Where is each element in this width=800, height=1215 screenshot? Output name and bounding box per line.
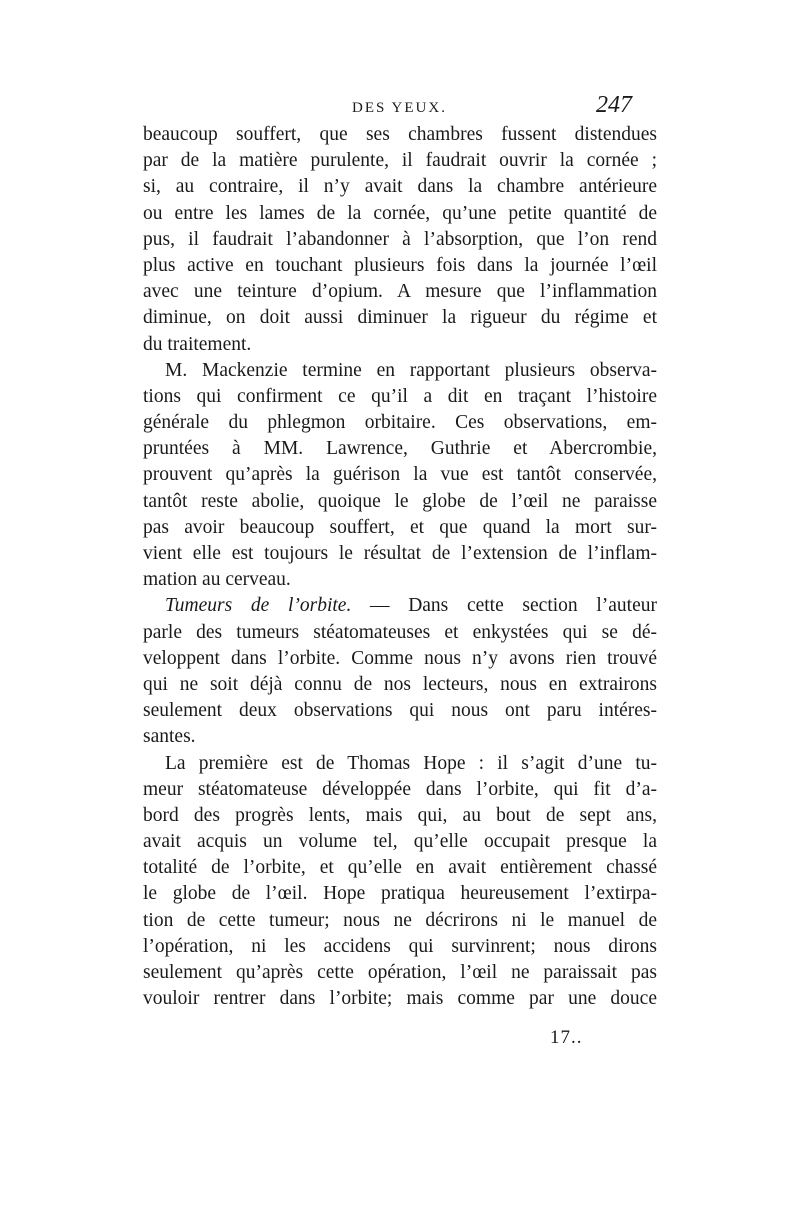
text-line: si, au contraire, il n’y avait dans la chambre antérieure	[143, 176, 657, 198]
text-line: totalité de l’orbite, et qu’elle en avait entièrement chassé	[143, 857, 657, 879]
running-title: DES YEUX.	[352, 100, 447, 116]
text-line: tion de cette tumeur; nous ne décrirons ni le manuel de	[143, 909, 657, 931]
text-line: bord des progrès lents, mais qui, au bout de sept ans,	[143, 804, 657, 826]
text-line: parle des tumeurs stéatomateuses et enkystées qui se dé-	[143, 621, 657, 643]
paragraph-3	[143, 593, 657, 750]
text-line: meur stéatomateuse développée dans l’orbite, qui fit d’a-	[143, 778, 657, 800]
page-number: 247	[596, 92, 632, 118]
text-line: veloppent dans l’orbite. Comme nous n’y avons rien trouvé	[143, 647, 657, 669]
text-line: du traitement.	[143, 333, 252, 355]
paragraph-1	[143, 122, 657, 358]
section-title: Tumeurs de l’orbite.	[165, 595, 352, 617]
text-line: prouvent qu’après la guérison la vue est tantôt conservée,	[143, 464, 657, 486]
text-line: l’opération, ni les accidens qui survinrent; nous dirons	[143, 935, 657, 957]
text-line: vouloir rentrer dans l’orbite; mais comme par une douce	[143, 988, 657, 1010]
text-line: mation au cerveau.	[143, 569, 291, 591]
text-line: santes.	[143, 726, 196, 748]
text-line: pas avoir beaucoup souffert, et que quand la mort sur-	[143, 516, 657, 538]
text-line: diminue, on doit aussi diminuer la rigueur du régime et	[143, 307, 657, 329]
text-line: plus active en touchant plusieurs fois dans la journée l’œil	[143, 254, 657, 276]
text-line: La première est de Thomas Hope : il s’agit d’une tu-	[165, 752, 657, 774]
text-line: pus, il faudrait l’abandonner à l’absorption, que l’on rend	[143, 228, 657, 250]
text-line: beaucoup souffert, que ses chambres fussent distendues	[143, 124, 657, 145]
text-line: avait acquis un volume tel, qu’elle occupait presque la	[143, 831, 657, 853]
text-line: avec une teinture d’opium. A mesure que l’inflammation	[143, 281, 657, 303]
paragraph-2	[143, 358, 657, 594]
section-first-line-text: — Dans cette section l’auteur	[351, 595, 657, 617]
text-line: générale du phlegmon orbitaire. Ces observations, em-	[143, 412, 657, 434]
text-line: vient elle est toujours le résultat de l’extension de l’inflam-	[143, 543, 657, 564]
text-line: seulement qu’après cette opération, l’œil ne paraissait pas	[143, 962, 657, 983]
text-line: pruntées à MM. Lawrence, Guthrie et Abercrombie,	[143, 438, 657, 460]
body-text	[143, 122, 657, 1012]
signature-mark: 17..	[550, 1027, 583, 1048]
paragraph-4	[143, 751, 657, 1013]
text-line: qui ne soit déjà connu de nos lecteurs, nous en extrairons	[143, 673, 657, 695]
text-line: par de la matière purulente, il faudrait ouvrir la cornée ;	[143, 150, 657, 172]
text-line: tantôt reste abolie, quoique le globe de l’œil ne paraisse	[143, 490, 657, 512]
text-line: le globe de l’œil. Hope pratiqua heureusement l’extirpa-	[143, 883, 657, 905]
text-line: tions qui confirment ce qu’il a dit en traçant l’histoire	[143, 385, 657, 407]
text-line: M. Mackenzie termine en rapportant plusieurs observa-	[165, 359, 657, 381]
text-line: seulement deux observations qui nous ont paru intéres-	[143, 700, 657, 722]
section-first-line	[143, 593, 657, 619]
text-line: ou entre les lames de la cornée, qu’une petite quantité de	[143, 202, 657, 224]
